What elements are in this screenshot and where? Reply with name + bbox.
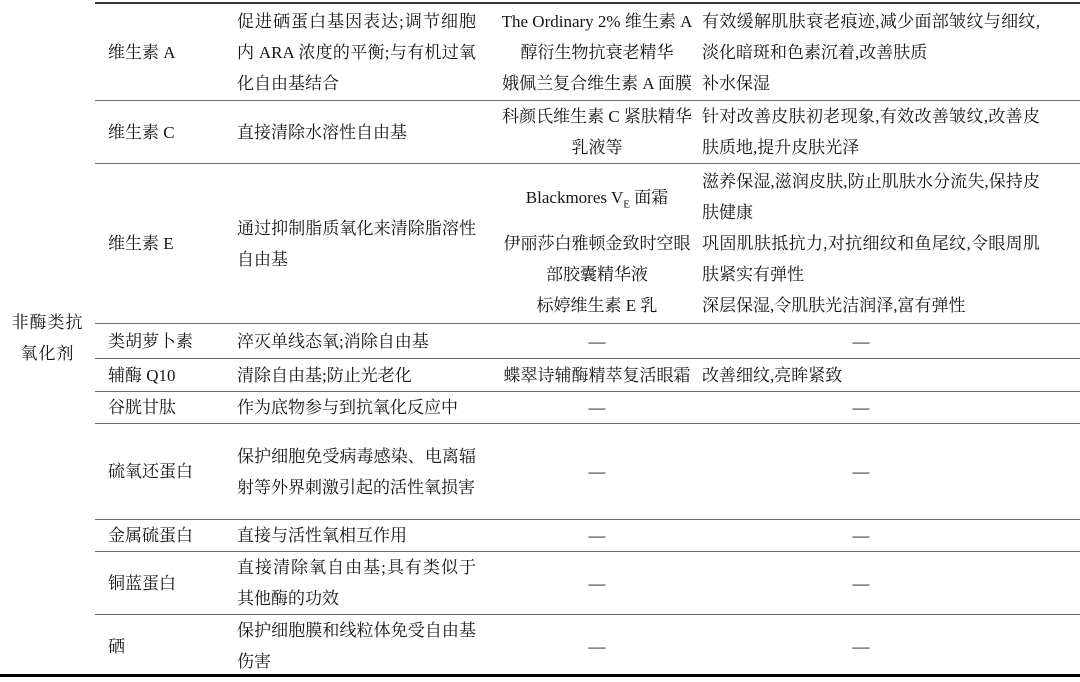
- mechanism-cell: [232, 552, 492, 614]
- effect-text: 改善细纹,亮眸紧致: [702, 365, 843, 385]
- effect-text: 有效缓解肌肤衰老痕迹,减少面部皱纹与细纹,淡化暗斑和色素沉着,改善肤质: [702, 11, 1040, 62]
- product-effect-pair: [492, 456, 1080, 487]
- antioxidant-name-cell: 维生素 A: [108, 42, 176, 62]
- product-placeholder-dash: —: [588, 526, 606, 545]
- table-row: [95, 4, 1080, 101]
- table-row: [95, 424, 1080, 520]
- antioxidant-name-cell: 硫氧还蛋白: [108, 462, 193, 481]
- table-row: [95, 164, 1080, 324]
- mechanism-text: 清除自由基;防止光老化: [237, 365, 412, 385]
- effect-text: 深层保湿,令肌肤光洁润泽,富有弹性: [702, 296, 966, 315]
- mechanism-text: 保护细胞膜和线粒体免受自由基伤害: [237, 621, 476, 671]
- antioxidant-name-cell: 铜蓝蛋白: [108, 573, 176, 593]
- product-text: [492, 182, 702, 213]
- antioxidant-name-cell: 维生素 E: [108, 234, 174, 253]
- product-text: 标婷维生素 E 乳: [536, 296, 658, 315]
- mechanism-text: 促进硒蛋白基因表达;调节细胞内 ARA 浓度的平衡;与有机过氧化自由基结合: [237, 11, 476, 93]
- mechanism-text: 直接清除水溶性自由基: [237, 122, 407, 142]
- effect-placeholder-dash: —: [852, 573, 870, 593]
- product-placeholder-dash: —: [588, 398, 606, 417]
- product-effect-pair: [492, 568, 1080, 599]
- mechanism-cell: [232, 615, 492, 677]
- subscript-text: E: [623, 197, 630, 210]
- product-placeholder-dash: —: [588, 573, 606, 593]
- mechanism-text: 直接清除氧自由基;具有类似于其他酶的功效: [237, 558, 476, 608]
- mechanism-cell: [232, 520, 492, 551]
- product-effect-cell: [492, 4, 1080, 100]
- table-row: [95, 359, 1080, 392]
- mechanism-text: 淬灭单线态氧;消除自由基: [237, 331, 429, 351]
- product-text: 娥佩兰复合维生素 A 面膜: [502, 73, 692, 93]
- product-effect-pair: [492, 360, 1080, 391]
- mechanism-cell: [232, 101, 492, 163]
- product-effect-cell: [492, 520, 1080, 551]
- table-row: [95, 520, 1080, 552]
- product-effect-pair: [492, 392, 1080, 423]
- antioxidant-table: [95, 2, 1080, 677]
- table-row: [95, 101, 1080, 164]
- antioxidant-name-cell: 金属硫蛋白: [108, 526, 193, 545]
- product-text-part: 面霜: [629, 187, 669, 207]
- effect-placeholder-dash: —: [852, 398, 870, 417]
- product-effect-cell: [492, 164, 1080, 323]
- product-text: 伊丽莎白雅顿金致时空眼部胶囊精华液: [503, 234, 691, 284]
- product-effect-pair: [492, 520, 1080, 551]
- product-effect-cell: [492, 101, 1080, 163]
- product-effect-pair: [492, 290, 1080, 321]
- mechanism-cell: [232, 4, 492, 100]
- product-effect-cell: [492, 392, 1080, 423]
- antioxidant-name-cell: 硒: [108, 636, 125, 656]
- effect-text: 针对改善皮肤初老现象,有效改善皱纹,改善皮肤质地,提升皮肤光泽: [702, 107, 1040, 157]
- product-effect-pair: [492, 101, 1080, 163]
- product-text: 蝶翠诗辅酶精萃复活眼霜: [503, 365, 691, 385]
- product-text-part: Blackmores V: [525, 187, 624, 207]
- mechanism-cell: [232, 164, 492, 323]
- mechanism-cell: [232, 359, 492, 391]
- category-label: 非酶类抗氧化剂: [11, 313, 84, 363]
- product-effect-pair: [492, 68, 1080, 99]
- table-row: [95, 615, 1080, 677]
- product-placeholder-dash: —: [588, 331, 606, 351]
- effect-text: 滋养保湿,滋润皮肤,防止肌肤水分流失,保持皮肤健康: [702, 172, 1040, 222]
- product-text: The Ordinary 2% 维生素 A 醇衍生物抗衰老精华: [501, 11, 693, 62]
- table-row: [95, 324, 1080, 359]
- product-effect-cell: [492, 324, 1080, 358]
- product-effect-cell: [492, 424, 1080, 519]
- mechanism-text: 保护细胞免受病毒感染、电离辐射等外界刺激引起的活性氧损害: [237, 446, 476, 497]
- product-text: 科颜氏维生素 C 紧肤精华乳液等: [502, 107, 692, 157]
- mechanism-cell: [232, 324, 492, 358]
- effect-text: 巩固肌肤抵抗力,对抗细纹和鱼尾纹,令眼周肌肤紧实有弹性: [702, 234, 1040, 284]
- product-effect-pair: [492, 166, 1080, 228]
- antioxidant-name-cell: 谷胱甘肽: [108, 398, 176, 417]
- product-placeholder-dash: —: [588, 636, 606, 656]
- effect-placeholder-dash: —: [852, 331, 870, 351]
- product-effect-pair: [492, 6, 1080, 68]
- product-effect-cell: [492, 359, 1080, 391]
- table-bottom-rule: [0, 674, 1080, 677]
- product-effect-pair: [492, 228, 1080, 290]
- mechanism-text: 直接与活性氧相互作用: [237, 526, 407, 545]
- mechanism-cell: [232, 424, 492, 519]
- product-effect-pair: [492, 631, 1080, 662]
- mechanism-text: 通过抑制脂质氧化来清除脂溶性自由基: [237, 218, 476, 269]
- mechanism-text: 作为底物参与到抗氧化反应中: [237, 398, 458, 417]
- effect-placeholder-dash: —: [852, 636, 870, 656]
- effect-placeholder-dash: —: [852, 526, 870, 545]
- mechanism-cell: [232, 392, 492, 423]
- antioxidant-name-cell: 辅酶 Q10: [108, 365, 176, 385]
- product-effect-cell: [492, 552, 1080, 614]
- antioxidant-name-cell: 类胡萝卜素: [108, 331, 193, 351]
- antioxidant-name-cell: 维生素 C: [108, 122, 175, 142]
- category-cell: [0, 2, 95, 674]
- product-effect-cell: [492, 615, 1080, 677]
- product-effect-pair: [492, 326, 1080, 357]
- table-row: [95, 392, 1080, 424]
- table-row: [95, 552, 1080, 615]
- product-placeholder-dash: —: [588, 462, 606, 481]
- effect-placeholder-dash: —: [852, 462, 870, 481]
- effect-text: 补水保湿: [702, 73, 770, 93]
